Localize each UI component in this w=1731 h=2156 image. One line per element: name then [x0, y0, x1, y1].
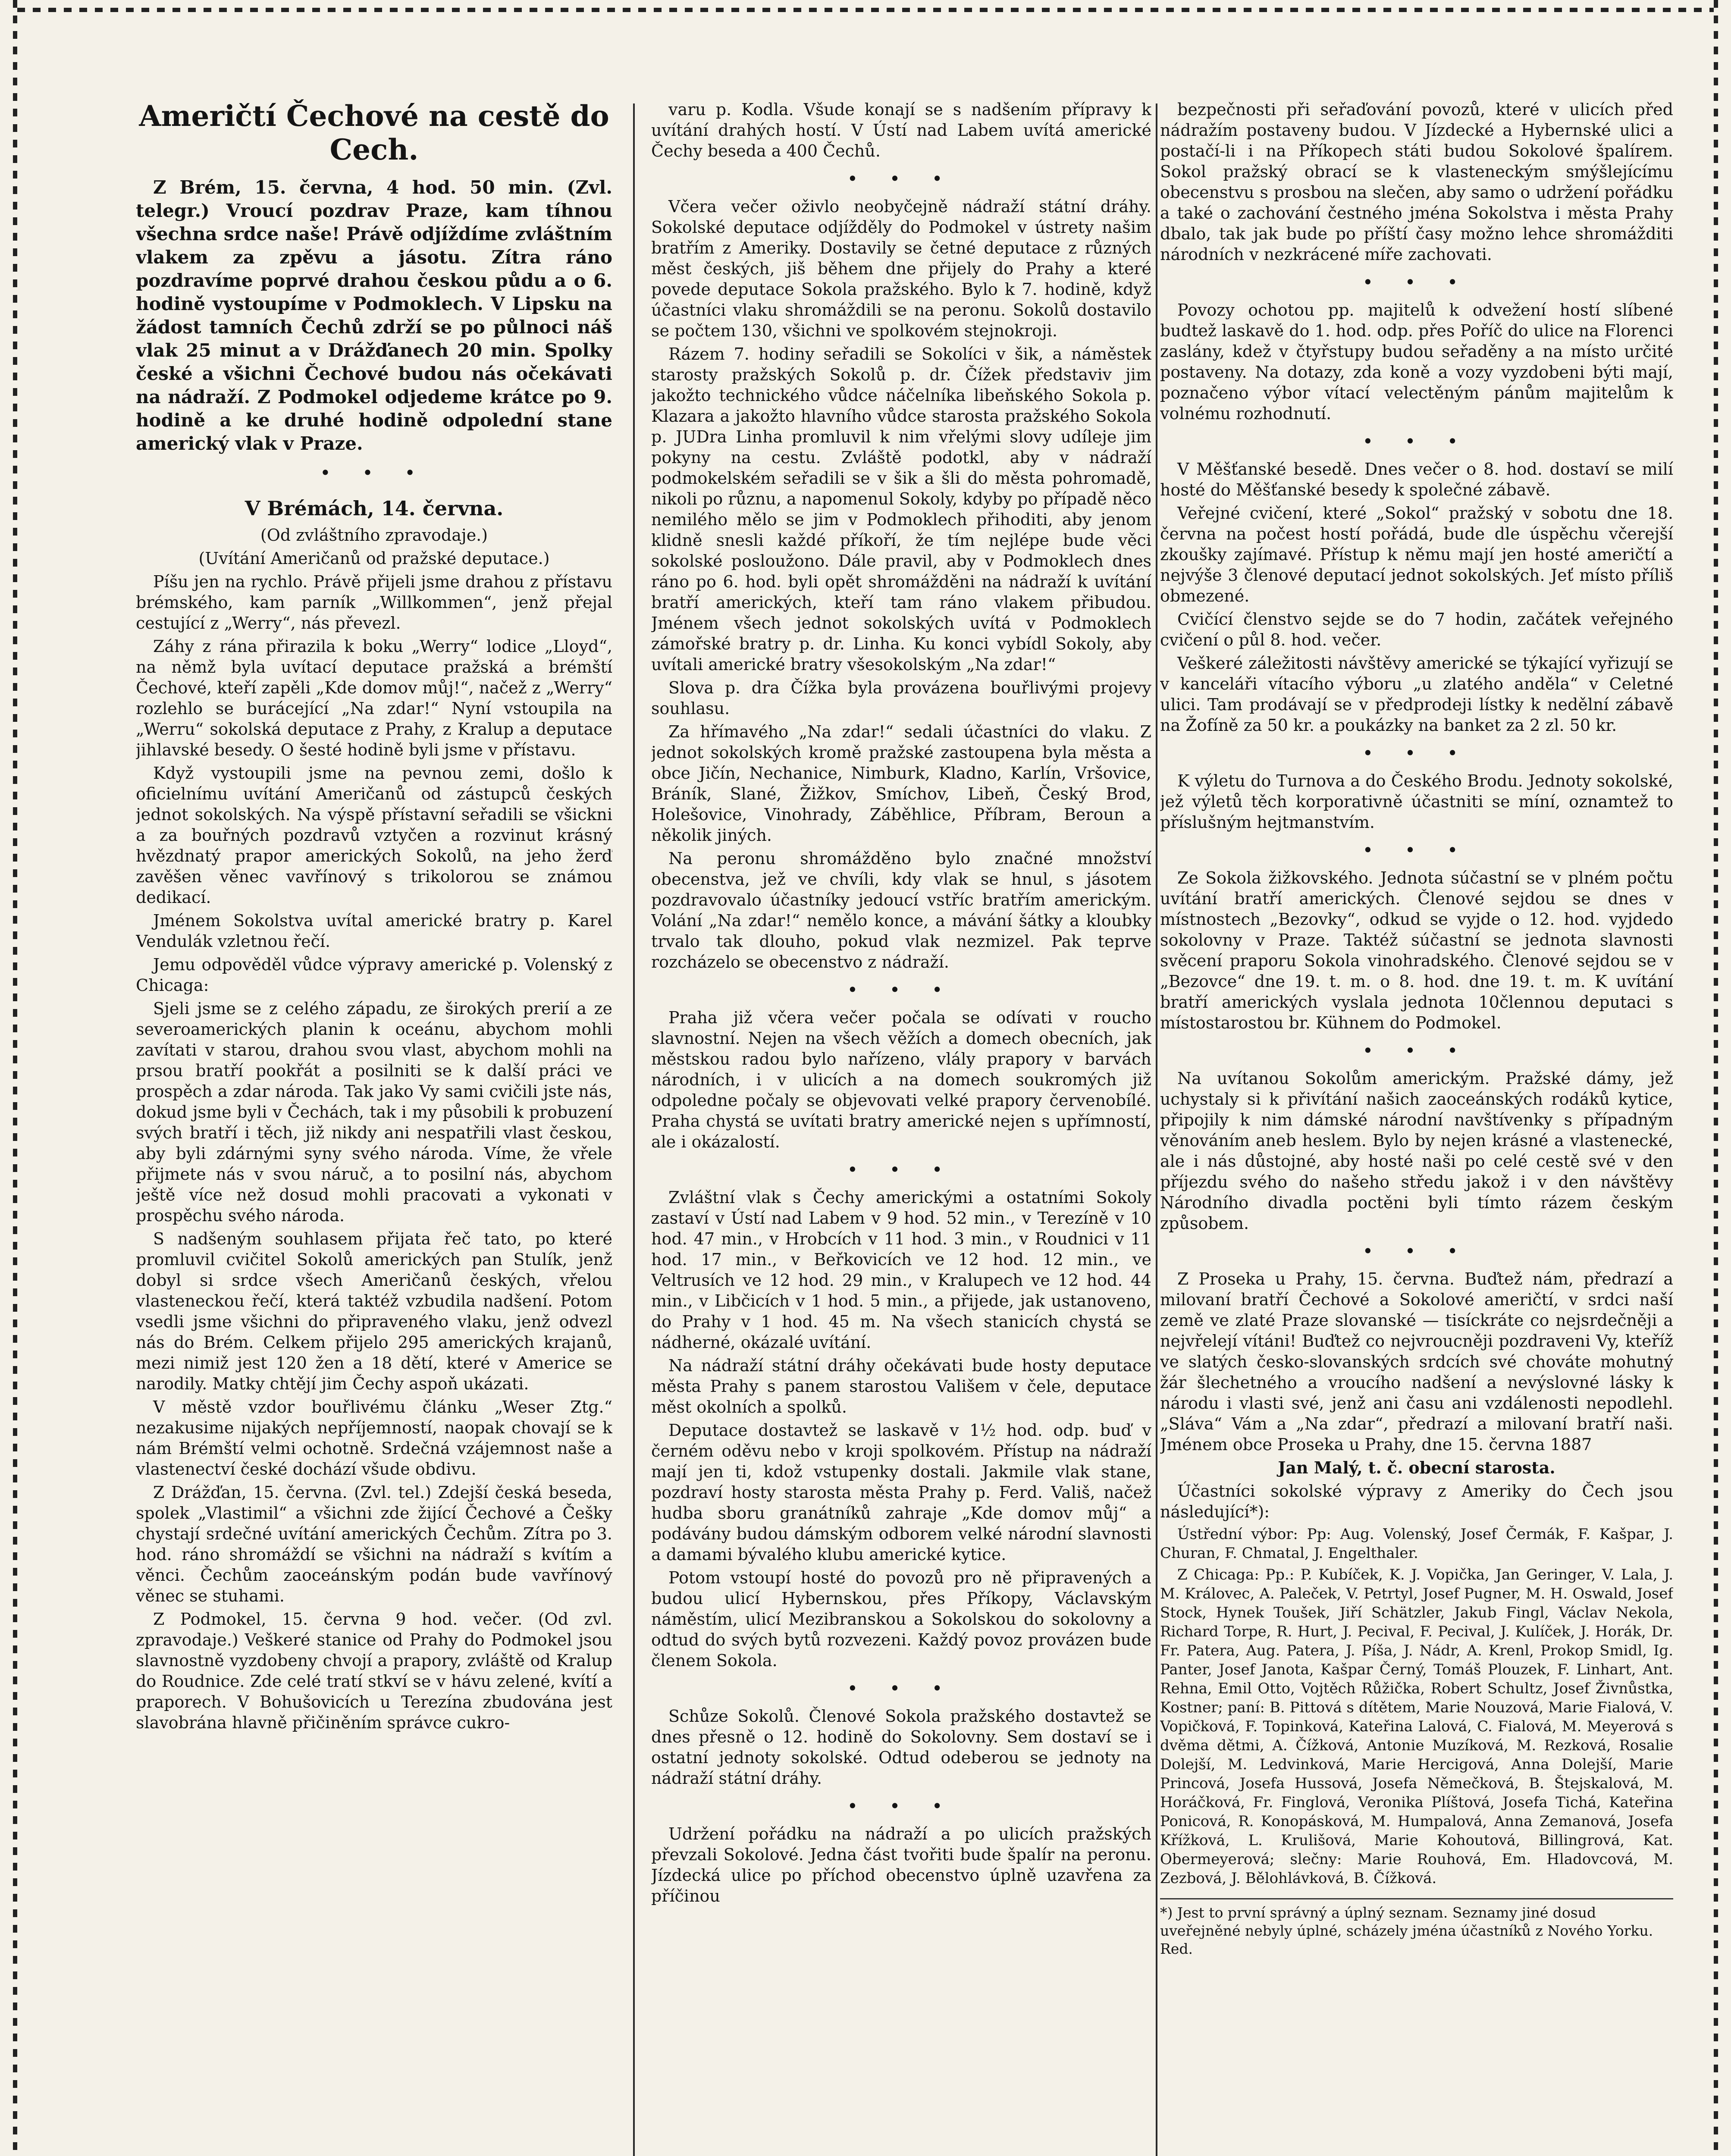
- paragraph: Veřejné cvičení, které „Sokol“ pražský v sobotu dne 18. června na počest hostí pořádá, bude dle úspěchu včerejší zkoušky zajímavé. Přístup k němu mají jen hosté američtí a nejvýše 3 členové deputací jednot sokolských. Jeť místo příliš obmezené.: [1160, 504, 1673, 605]
- paragraph: Za hřímavého „Na zdar!“ sedali účastníci do vlaku. Z jednot sokolských kromě pražské zastoupena byla města a obce Jičín, Nechanice, Nimburk, Kladno, Karlín, Vršovice, Bráník, Slané, Žižkov, Smíchov, Libeň, Český Brod, Holešovice, Vinohrady, Záběhlice, Příbram, Beroun a několik jiných.: [651, 722, 1151, 845]
- page-border-top: [17, 8, 1714, 12]
- section-separator: • • •: [1362, 272, 1471, 293]
- paragraph: Ústřední výbor: Pp: Aug. Volenský, Josef Čermák, F. Kašpar, J. Churan, F. Chmatal, J. Engelthaler.: [1160, 1526, 1673, 1562]
- dateline-source: (Od zvláštního zpravodaje.): [260, 526, 488, 545]
- paragraph: Zvláštní vlak s Čechy americkými a ostatními Sokoly zastaví v Ústí nad Labem v 9 hod. 52 min., v Terezíně v 10 hod. 47 min., v Hrobcích v 11 hod. 3 min., v Roudnici v 11 hod. 17 min., v Beřkovicích ve 12 hod. 12 min., ve Veltrusích ve 12 hod. 29 min., v Kralupech ve 12 hod. 44 min., v Libčicích v 1 hod. 5 min., a přijede, jak ustanoveno, do Prahy v 1 hod. 45 m. Na všech stanicích chystá se nádherné, okázalé uvítání.: [651, 1188, 1151, 1352]
- paragraph: Na peronu shromážděno bylo značné množství obecenstva, jež ve chvíli, kdy vlak se hnul, s jásotem pozdravovalo účastníky jedoucí vstříc bratřím americkým. Volání „Na zdar!“ nemělo konce, a mávání šátky a kloubky trvalo tak dlouho, pokud vlak nezmizel. Pak teprve rozcházelo se obecenstvo z nádraží.: [651, 849, 1151, 971]
- section-separator: • • •: [1362, 1040, 1471, 1061]
- section-separator: • • •: [1362, 1241, 1471, 1262]
- dateline-subtitle: (Uvítání Američanů od pražské deputace.): [198, 549, 550, 568]
- paragraph: Z Chicaga: Pp.: P. Kubíček, K. J. Vopička, Jan Geringer, V. Lala, J. M. Královec, A. Paleček, V. Petrtyl, Josef Pugner, M. H. Oswald, Josef Stock, Hynek Toušek, Jiří Schätzler, Jakub Fingl, Václav Nekola, Richard Torpe, R. Hurt, J. Pecival, F. Pecival, J. Kulíček, J. Horák, Dr. Fr. Patera, Aug. Patera, J. Píša, J. Nádr, A. Krenl, Prokop Smidl, Ig. Panter, Josef Janota, Kašpar Černý, Tomáš Plouzek, F. Linhart, Ant. Rehna, Emil Otto, Vojtěch Růžička, Robert Schultz, Josef Živnůstka, Kostner; paní: B. Pittová s dítětem, Marie Nouzová, Marie Fialová, V. Vopičková, F. Topinková, Kateřina Lalová, C. Fialová, M. Meyerová s dvěma dětmi, A. Čížková, Antonie Muzíková, M. Rezková, Rosalie Dolejší, M. Ledvinková, Marie Hercigová, Anna Dolejší, Marie Princová, Josefa Hussová, Josefa Němečková, B. Štejskalová, M. Horáčková, Fr. Finglová, Veronika Plíštová, Josefa Tichá, Kateřina Ponicová, R. Konopásková, M. Humpalová, Anna Zemanová, Josefa Křížková, L. Krulišová, Marie Kohoutová, Billingrová, Kat. Obermeyerová; slečny: Marie Rouhová, Em. Hladovcová, M. Zezbová, J. Bělohlávková, B. Čížková.: [1160, 1566, 1673, 1887]
- section-separator: • • •: [320, 462, 429, 483]
- section-separator: • • •: [1362, 840, 1471, 861]
- paragraph: Jemu odpověděl vůdce výpravy americké p. Volenský z Chicaga:: [136, 955, 612, 995]
- paragraph: Sjeli jsme se z celého západu, ze širokých prerií a ze severoamerických planin k oceánu, abychom mohli zavítati v starou, drahou svou vlast, abychom mohli na prsou bratří pookřát a posilniti se k další práci ve prospěch a zdar národa. Tak jako Vy sami cvičili jste nás, dokud jsme byli v Čechách, tak i my působili k probuzení svých bratří i těch, již nikdy ani nespatřili vlast českou, aby byli zdárnými syny svého národa. Víme, že vřele přijmete nás v svou náruč, a to posilní nás, abychom ještě více než dosud mohli pracovati a vykonati v prospěchu svého národa.: [136, 999, 612, 1225]
- dateline-heading: V Brémách, 14. června.: [245, 497, 504, 520]
- paragraph: S nadšeným souhlasem přijata řeč tato, po které promluvil cvičitel Sokolů amerických pan Stulík, jenž dobyl si srdce všech Američanů českých, vřelou vlasteneckou řečí, která taktéž vzbudila nadšení. Potom vsedli jsme všichni do připraveného vlaku, jenž odvezl nás do Brém. Celkem přijelo 295 amerických krajanů, mezi nimiž jest 120 žen a 18 dětí, které v Americe se narodily. Matky chtějí jim Čechy aspoň ukázati.: [136, 1229, 612, 1393]
- paragraph: Na nádraží státní dráhy očekávati bude hosty deputace města Prahy s panem starostou Vališem v čele, deputace měst okolních a spolků.: [651, 1356, 1151, 1416]
- article-title: Američtí Čechové na cestě do Cech.: [139, 99, 609, 166]
- paragraph: Včera večer oživlo neobyčejně nádraží státní dráhy. Sokolské deputace odjížděly do Podmokel v ústrety našim bratřím z Ameriky. Dostavily se četné deputace z různých měst českých, jiš během dne přijely do Prahy a které povede deputace Sokola pražského. Bylo k 7. hodině, když účastníci vlaku shromáždili se na peronu. Sokolů dostavilo se počtem 130, všichni ve spolkovém stejnokroji.: [651, 197, 1151, 340]
- paragraph: Veškeré záležitosti návštěvy americké se týkající vyřizují se v kanceláři vítacího výboru „u zlatého anděla“ v Celetné ulici. Tam prodávají se v předprodeji lístky k nedělní zábavě na Žofíně za 50 kr. a poukázky na banket za 2 zl. 50 kr.: [1160, 654, 1673, 735]
- paragraph: Z Drážďan, 15. června. (Zvl. tel.) Zdejší česká beseda, spolek „Vlastimil“ a všichni zde žijící Čechové a Češky chystají srdečné uvítání amerických Čechům. Zítra po 3. hod. ráno shromáždí se všichni na nádraží s kvítím a věnci. Čechům zaoceánským podán bude vavřínový věnec se stuhami.: [136, 1483, 612, 1605]
- paragraph: varu p. Kodla. Všude konají se s nadšením přípravy k uvítání drahých hostí. V Ústí nad Labem uvítá americké Čechy beseda a 400 Čechů.: [651, 100, 1151, 160]
- footnote: *) Jest to první správný a úplný seznam. Seznamy jiné dosud uveřejněné nebyly úplné, scházely jména účastníků z Nového Yorku. Red.: [1160, 1898, 1673, 1958]
- paragraph: Schůze Sokolů. Členové Sokola pražského dostavtež se dnes přesně o 12. hodině do Sokolovny. Sem dostaví se i ostatní jednoty sokolské. Odtud odeberou se jednoty na nádraží státní dráhy.: [651, 1707, 1151, 1788]
- section-separator: • • •: [1362, 431, 1471, 452]
- page-border-right: [1714, 0, 1718, 2156]
- paragraph: Potom vstoupí hosté do povozů pro ně připravených a budou ulicí Hybernskou, přes Příkopy, Václavským náměstím, ulicí Mezibranskou a Sokolskou do sokolovny a odtud do svých bytů rozvezeni. Každý povoz provázen bude členem Sokola.: [651, 1568, 1151, 1670]
- paragraph: Deputace dostavtež se laskavě v 1½ hod. odp. buď v černém oděvu nebo v kroji spolkovém. Přístup na nádraží mají jen ti, kdož vstupenky dostali. Jakmile vlak stane, pozdraví hosty starosta města Prahy p. Ferd. Vališ, načež hudba sboru granátníků zahraje „Kde domov můj“ a podávány budou dámským odborem velké národní slavnosti a damami bývalého klubu americké kytice.: [651, 1421, 1151, 1564]
- paragraph: V městě vzdor bouřlivému článku „Weser Ztg.“ nezakusime nijakých nepříjemností, naopak chovají se k nám Brémští velmi ochotně. Srdečná vzájemnost naše a vlastenectví české dochází všude obdivu.: [136, 1398, 612, 1479]
- section-separator: • • •: [1362, 743, 1471, 764]
- participant-list: [1160, 1525, 1673, 1888]
- column-rule: [633, 103, 635, 2156]
- paragraph: Ze Sokola žižkovského. Jednota súčastní se v plném počtu uvítání bratří amerických. Členové sejdou se dnes v místnostech „Bezovky“, odkud se vyjde o 12. hod. vyjdedo sokolovny v Praze. Taktéž súčastní se jednota slavnosti svěcení praporu Sokola vinohradského. Členové sejdou se v „Bezovce“ dne 19. t. m. o 8. hod. dne 19. t. m. K uvítání bratří amerických vyslala jednota 10člennou deputaci s místostarostou br. Kühnem do Podmokel.: [1160, 868, 1673, 1032]
- paragraph: Záhy z rána přirazila k boku „Werry“ lodice „Lloyd“, na němž byla uvítací deputace pražská a brémští Čechové, kteří zapěli „Kde domov můj!“, načež z „Werry“ rozlehlo se burácející „Na zdar!“ Nyní vstoupila na „Werru“ sokolská deputace z Prahy, z Kralup a deputace jihlavské besedy. O šesté hodině byli jsme v přístavu.: [136, 637, 612, 759]
- paragraph: Jménem Sokolstva uvítal americké bratry p. Karel Vendulák vzletnou řečí.: [136, 911, 612, 951]
- paragraph: Z Podmokel, 15. června 9 hod. večer. (Od zvl. zpravodaje.) Veškeré stanice od Prahy do Podmokel jsou slavnostně vyzdobeny chvojí a prapory, zvláště od Kralup do Roudnice. Zde celé tratí stkví se v hávu zelené, kvítí a praporech. V Bohušovicích u Terezína zbudována jest slavobrána hlavně přičiněním správce cukro-: [136, 1610, 612, 1732]
- paragraph: Píšu jen na rychlo. Právě přijeli jsme drahou z přístavu brémského, kam parník „Willkommen“, jenž přejal cestující z „Werry“, nás převezl.: [136, 572, 612, 633]
- paragraph: Účastníci sokolské výpravy z Ameriky do Čech jsou následující*):: [1160, 1482, 1673, 1521]
- section-separator: • • •: [847, 979, 956, 1000]
- paragraph: V Měšťanské besedě. Dnes večer o 8. hod. dostaví se milí hosté do Měšťanské besedy k společné zábavě.: [1160, 460, 1673, 499]
- paragraph: bezpečnosti při seřaďování povozů, které v ulicích před nádražím postaveny budou. V Jízdecké a Hybernské ulici a postačí-li i na Příkopech státi budou Sokolové špalírem. Sokol pražský obrací se k vlasteneckým smýšlejícímu obecenstvu s prosbou na slečen, aby samo o udržení pořádku a také o zachování čestného jména Sokolstva i města Prahy dbalo, tak jak bude po příští časy možno lehce shromážditi národních v nezkrácené míře zachovati.: [1160, 100, 1673, 264]
- paragraph: Rázem 7. hodiny seřadili se Sokolíci v šik, a náměstek starosty pražských Sokolů p. dr. Čížek představiv jim jakožto technického vůdce náčelníka libeňského Sokola p. Klazara a jakožto hlavního vůdce starosta pražského Sokola p. JUDra Linha promluvil k nim vřelými slovy udíleje jim pokyny na cestu. Zvláště podotkl, aby v nádraží podmokelském seřadili se v šik a šli do města pohromadě, nikoli po různu, a napomenul Sokoly, kdyby po případě něco nemilého mělo se jim v Podmoklech přihoditi, aby jenom klidně snesli každé příkoří, že tím nejlépe bude věci sokolské posloužono. Dále pravil, aby v Podmoklech dnes ráno po 6. hod. byli opět shromážděni na nádraží k uvítání bratří amerických, kteří tam ráno vlakem přibudou. Jménem všech jednot sokolských uvítá v Podmoklech zámořské bratry p. dr. Linha. Ku konci vybídl Sokoly, aby uvítali americké bratry všesokolským „Na zdar!“: [651, 345, 1151, 674]
- paragraph: K výletu do Turnova a do Českého Brodu. Jednoty sokolské, jež výletů těch korporativně účastniti se míní, oznamtež to příslušným hejtmanstvím.: [1160, 771, 1673, 832]
- telegram-lead: Z Brém, 15. června, 4 hod. 50 min. (Zvl. telegr.) Vroucí pozdrav Praze, kam tíhnou všechna srdce naše! Právě odjíždíme zvláštním vlakem za zpěvu a jásotu. Zítra ráno pozdravíme poprvé drahou českou půdu a o 6. hodině vystoupíme v Podmoklech. V Lipsku na žádost tamních Čechů zdrží se po půlnoci náš vlak 25 minut a v Drážďanech 20 min. Spolky české a všichni Čechové budou nás očekávati na nádraží. Z Podmokel odjedeme krátce po 9. hodině a ke druhé hodině odpolední stane americký vlak v Praze.: [136, 177, 612, 454]
- column-2: [651, 99, 1151, 2156]
- column-rule: [1156, 103, 1157, 2156]
- paragraph: Udržení pořádku na nádraží a po ulicích pražských převzali Sokolové. Jedna část tvořiti bude špalír na peronu. Jízdecká ulice po příchod obecenstvo úplně uzavřena za příčinou: [651, 1824, 1151, 1905]
- section-separator: • • •: [847, 168, 956, 189]
- paragraph: Povozy ochotou pp. majitelů k odvežení hostí slíbené budtež laskavě do 1. hod. odp. přes Poříč do ulice na Florenci zaslány, kdež v čtyřstupy budou seřaděny a na místo určité postaveny. Na dotazy, zda koně a vozy vyzdobeni býti mají, poznačeno výbor vítací velectěným pánům majitelům k volnému rozhodnutí.: [1160, 301, 1673, 423]
- paragraph: Slova p. dra Čížka byla provázena bouřlivými projevy souhlasu.: [651, 678, 1151, 718]
- paragraph: Cvičící členstvo sejde se do 7 hodin, začátek veřejného cvičení o půl 8. hod. večer.: [1160, 610, 1673, 649]
- paragraph: Praha již včera večer počala se odívati v roucho slavnostní. Nejen na všech věžích a domech obecních, jak městskou radou bylo nařízeno, vlály prapory v barvách národních, i v ulicích a na domech soukromých již odpoledne počaly se objevovati velké prapory červenobílé. Praha chystá se uvítati bratry americké nejen s upřímností, ale i okázalostí.: [651, 1008, 1151, 1151]
- paragraph: Na uvítanou Sokolům americkým. Pražské dámy, jež uchystaly si k přivítání našich zaoceánských rodáků kytice, připojily k nim dámské národní navštívenky s případným věnováním aneb heslem. Bylo by nejen krásné a vlastenecké, ale i nás důstojné, aby hosté naši po celé cestě své v den příjezdu svého do našeho středu jakož i v den návštěvy Národního divadla poctěni byli tímto rázem českým způsobem.: [1160, 1069, 1673, 1233]
- paragraph: Z Proseka u Prahy, 15. června. Buďtež nám, předrazí a milovaní bratří Čechové a Sokolové američtí, v srdci naší země ve zlaté Praze slovanské — tisíckráte co nejsrdečněji a nejvřelejí vítáni! Buďtež co nejvroucněji pozdraveni Vy, kteříž ve slatých česko-slovanských srdcích své chováte mohutný žár šlechetného a vroucího nadšení a nevýslovné lásky k národu i vlasti své, jenž ani času ani vzdálenosti nepodlehl. „Sláva“ Vám a „Na zdar“, předrazí a milovaní bratří naši. Jménem obce Proseka u Prahy, dne 15. června 1887: [1160, 1269, 1673, 1454]
- paragraph: Když vystoupili jsme na pevnou zemi, došlo k oficielnímu uvítání Američanů od zástupců českých jednot sokolských. Na výspě přístavní seřadili se všickni a za bouřných pozdravů vztyčen a rozvinut krásný hvězdnatý prapor amerických Sokolů, na jeho žerď zavěšen věnec vavřínový s trikolorou se známou dedikací.: [136, 764, 612, 907]
- column-3: [1160, 99, 1673, 2156]
- section-separator: • • •: [847, 1678, 956, 1699]
- signature: Jan Malý, t. č. obecní starosta.: [1278, 1458, 1555, 1477]
- column-1: [136, 99, 612, 2156]
- section-separator: • • •: [847, 1796, 956, 1817]
- page-border-left: [13, 0, 17, 2156]
- section-separator: • • •: [847, 1159, 956, 1180]
